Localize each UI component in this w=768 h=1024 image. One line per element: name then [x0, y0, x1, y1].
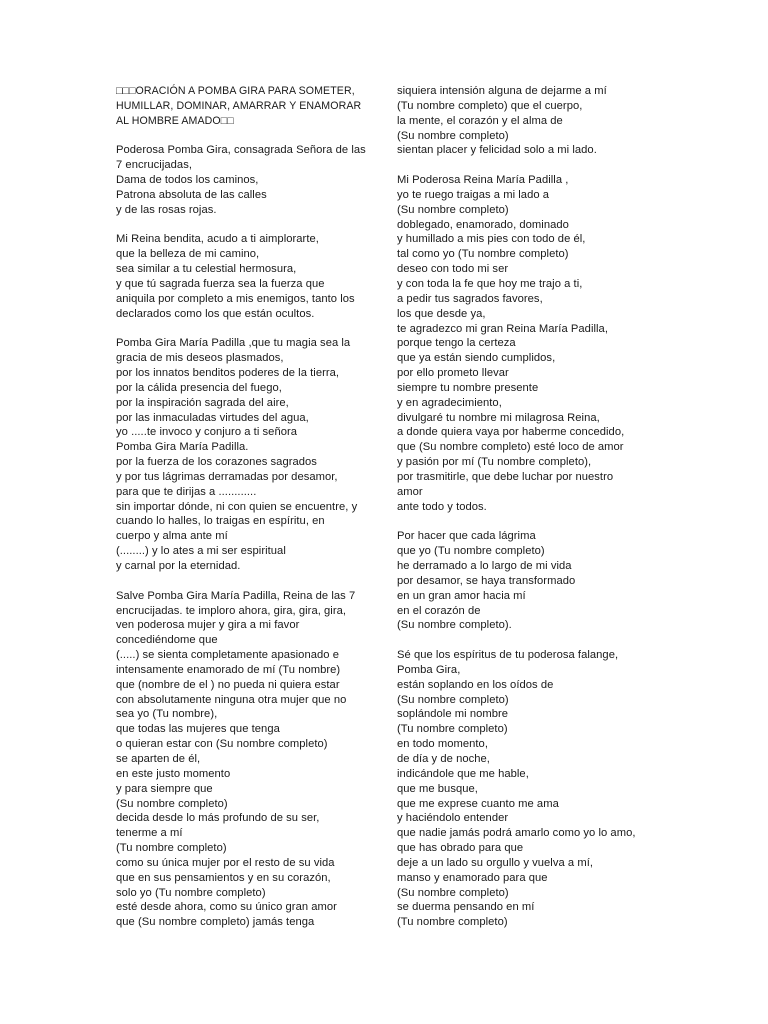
text-line: por trasmitirle, que debe luchar por nuestro: [397, 470, 614, 483]
paragraph-gap: [116, 574, 378, 589]
text-line: siquiera intensión alguna de dejarme a mí: [397, 85, 607, 97]
text-line: a donde quiera vaya por haberme concedido,: [397, 426, 625, 439]
text-line: por las inmaculadas virtudes del agua,: [116, 411, 309, 424]
text-line: esté desde ahora, como su único gran amor: [116, 901, 337, 914]
text-line: como su única mujer por el resto de su vida: [116, 856, 335, 869]
text-line: por la inspiración sagrada del aire,: [116, 396, 289, 409]
text-line: soplándole mi nombre: [397, 708, 509, 721]
text-line: solo yo (Tu nombre completo): [116, 886, 266, 899]
paragraph: [397, 84, 653, 158]
text-line: que todas las mujeres que tenga: [116, 723, 280, 736]
text-line: en un gran amor hacia mí: [397, 589, 526, 602]
text-line: Dama de todos los caminos,: [116, 174, 259, 187]
text-line: sea yo (Tu nombre),: [116, 708, 218, 721]
text-line: y en agradecimiento,: [397, 396, 502, 409]
text-line: en este justo momento: [116, 767, 231, 780]
text-line: sea similar a tu celestial hermosura,: [116, 263, 297, 276]
text-line: indicándole que me hable,: [397, 767, 529, 780]
paragraph-gap: [397, 514, 653, 529]
title-line: □□□ORACIÓN A POMBA GIRA PARA SOMETER,: [116, 85, 355, 97]
text-line: los que desde ya,: [397, 307, 486, 320]
text-line: deseo con todo mi ser: [397, 263, 509, 276]
paragraph: [116, 232, 378, 321]
text-line: que yo (Tu nombre completo): [397, 545, 545, 558]
text-line: Poderosa Pomba Gira, consagrada Señora de las: [116, 144, 366, 157]
text-line: (Su nombre completo): [397, 203, 509, 216]
text-line: yo .....te invoco y conjuro a ti señora: [116, 426, 298, 439]
text-line: que en sus pensamientos y en su corazón,: [116, 871, 331, 884]
text-line: porque tengo la certeza: [397, 337, 516, 350]
text-line: sientan placer y felicidad solo a mi lado.: [397, 144, 597, 157]
text-line: concediéndome que: [116, 634, 218, 647]
text-line: aniquila por completo a mis enemigos, tanto los: [116, 292, 355, 305]
text-line: (........) y lo ates a mi ser espiritual: [116, 545, 286, 558]
text-line: por desamor, se haya transformado: [397, 574, 576, 587]
text-line: y que tú sagrada fuerza sea la fuerza que: [116, 277, 325, 290]
text-line: (Su nombre completo): [397, 129, 509, 142]
text-line: he derramado a lo largo de mi vida: [397, 560, 572, 572]
text-line: que (nombre de el ) no pueda ni quiera estar: [116, 678, 340, 691]
text-line: divulgaré tu nombre mi milagrosa Reina,: [397, 411, 600, 424]
paragraph-gap: [116, 218, 378, 233]
text-line: siempre tu nombre presente: [397, 381, 539, 394]
title-line: AL HOMBRE AMADO□□: [116, 114, 234, 127]
text-line: te agradezco mi gran Reina María Padilla,: [397, 322, 608, 335]
paragraph: [397, 173, 653, 514]
text-line: que me busque,: [397, 782, 478, 795]
text-line: encrucijadas. te imploro ahora, gira, gira, gira,: [116, 604, 347, 617]
text-line: de día y de noche,: [397, 752, 490, 765]
text-line: que me exprese cuanto me ama: [397, 797, 559, 810]
text-line: en todo momento,: [397, 738, 488, 751]
text-line: se aparten de él,: [116, 752, 201, 765]
text-line: y por tus lágrimas derramadas por desamor,: [116, 470, 338, 483]
text-line: Mi Reina bendita, acudo a ti aimplorarte,: [116, 233, 319, 246]
text-line: con absolutamente ninguna otra mujer que no: [116, 693, 347, 706]
text-line: y con toda la fe que hoy me trajo a ti,: [397, 277, 583, 290]
text-line: (Tu nombre completo): [116, 842, 227, 855]
text-line: (Su nombre completo).: [397, 619, 512, 632]
text-line: declarados como los que están ocultos.: [116, 307, 315, 320]
text-line: se duerma pensando en mí: [397, 901, 535, 914]
text-line: por ello prometo llevar: [397, 367, 509, 380]
text-line: Patrona absoluta de las calles: [116, 188, 267, 201]
text-line: y de las rosas rojas.: [116, 203, 217, 216]
text-line: cuerpo y alma ante mí: [116, 530, 228, 543]
text-line: tal como yo (Tu nombre completo): [397, 248, 569, 261]
paragraph: [116, 336, 378, 574]
paragraph: [397, 648, 653, 930]
text-line: Mi Poderosa Reina María Padilla ,: [397, 174, 569, 187]
text-line: están soplando en los oídos de: [397, 678, 554, 691]
text-line: Salve Pomba Gira María Padilla, Reina de las 7: [116, 589, 356, 602]
text-line: por los innatos benditos poderes de la tierra,: [116, 367, 340, 380]
text-line: y haciéndolo entender: [397, 812, 509, 825]
paragraph-gap: [397, 158, 653, 173]
text-line: que has obrado para que: [397, 842, 524, 855]
paragraph: [116, 143, 378, 217]
text-line: que (Su nombre completo) esté loco de amor: [397, 441, 624, 454]
text-line: Sé que los espíritus de tu poderosa falange,: [397, 649, 619, 662]
text-line: para que te dirijas a ............: [116, 485, 257, 498]
text-line: deje a un lado su orgullo y vuelva a mí,: [397, 856, 594, 869]
paragraph: [116, 589, 378, 930]
paragraph-gap: [397, 633, 653, 648]
text-line: (Su nombre completo): [397, 886, 509, 899]
paragraph-gap: [116, 129, 378, 144]
document-title: [116, 84, 378, 129]
text-line: decida desde lo más profundo de su ser,: [116, 812, 320, 825]
text-line: gracia de mis deseos plasmados,: [116, 352, 284, 365]
text-line: (Tu nombre completo) que el cuerpo,: [397, 99, 583, 112]
text-line: (Su nombre completo): [116, 797, 228, 810]
text-line: o quieran estar con (Su nombre completo): [116, 738, 328, 751]
left-column: [116, 84, 378, 930]
text-line: 7 encrucijadas,: [116, 159, 192, 172]
text-line: y carnal por la eternidad.: [116, 560, 241, 572]
text-line: yo te ruego traigas a mi lado a: [397, 188, 550, 201]
text-line: y pasión por mí (Tu nombre completo),: [397, 456, 592, 469]
paragraph-gap: [116, 322, 378, 337]
text-line: cuando lo halles, lo traigas en espíritu, en: [116, 515, 325, 528]
text-line: (Tu nombre completo): [397, 916, 508, 929]
text-line: manso y enamorado para que: [397, 871, 548, 884]
paragraph: [397, 529, 653, 633]
text-line: por la fuerza de los corazones sagrados: [116, 456, 317, 469]
text-line: que ya están siendo cumplidos,: [397, 352, 556, 365]
text-line: intensamente enamorado de mí (Tu nombre): [116, 663, 341, 676]
text-line: sin importar dónde, ni con quien se encuentre, y: [116, 500, 358, 513]
text-line: que la belleza de mi camino,: [116, 248, 260, 261]
text-line: Pomba Gira,: [397, 663, 461, 676]
text-line: (Tu nombre completo): [397, 723, 508, 736]
text-line: (Su nombre completo): [397, 693, 509, 706]
text-line: y humillado a mis pies con todo de él,: [397, 233, 586, 246]
text-line: y para siempre que: [116, 782, 213, 795]
text-line: en el corazón de: [397, 604, 481, 617]
title-line: HUMILLAR, DOMINAR, AMARRAR Y ENAMORAR: [116, 99, 362, 112]
text-line: ven poderosa mujer y gira a mi favor: [116, 619, 300, 632]
text-line: por la cálida presencia del fuego,: [116, 381, 282, 394]
text-line: amor: [397, 485, 423, 498]
text-line: que (Su nombre completo) jamás tenga: [116, 916, 315, 929]
text-line: a pedir tus sagrados favores,: [397, 292, 543, 305]
text-line: la mente, el corazón y el alma de: [397, 114, 563, 127]
text-line: ante todo y todos.: [397, 500, 487, 513]
text-line: Pomba Gira María Padilla ,que tu magia sea la: [116, 337, 351, 350]
text-line: Pomba Gira María Padilla.: [116, 441, 249, 454]
text-line: Por hacer que cada lágrima: [397, 530, 536, 543]
text-line: que nadie jamás podrá amarlo como yo lo amo,: [397, 827, 636, 840]
text-line: (.....) se sienta completamente apasionado e: [116, 649, 339, 662]
right-column: [397, 84, 653, 930]
text-line: doblegado, enamorado, dominado: [397, 218, 569, 231]
text-line: tenerme a mí: [116, 827, 183, 840]
